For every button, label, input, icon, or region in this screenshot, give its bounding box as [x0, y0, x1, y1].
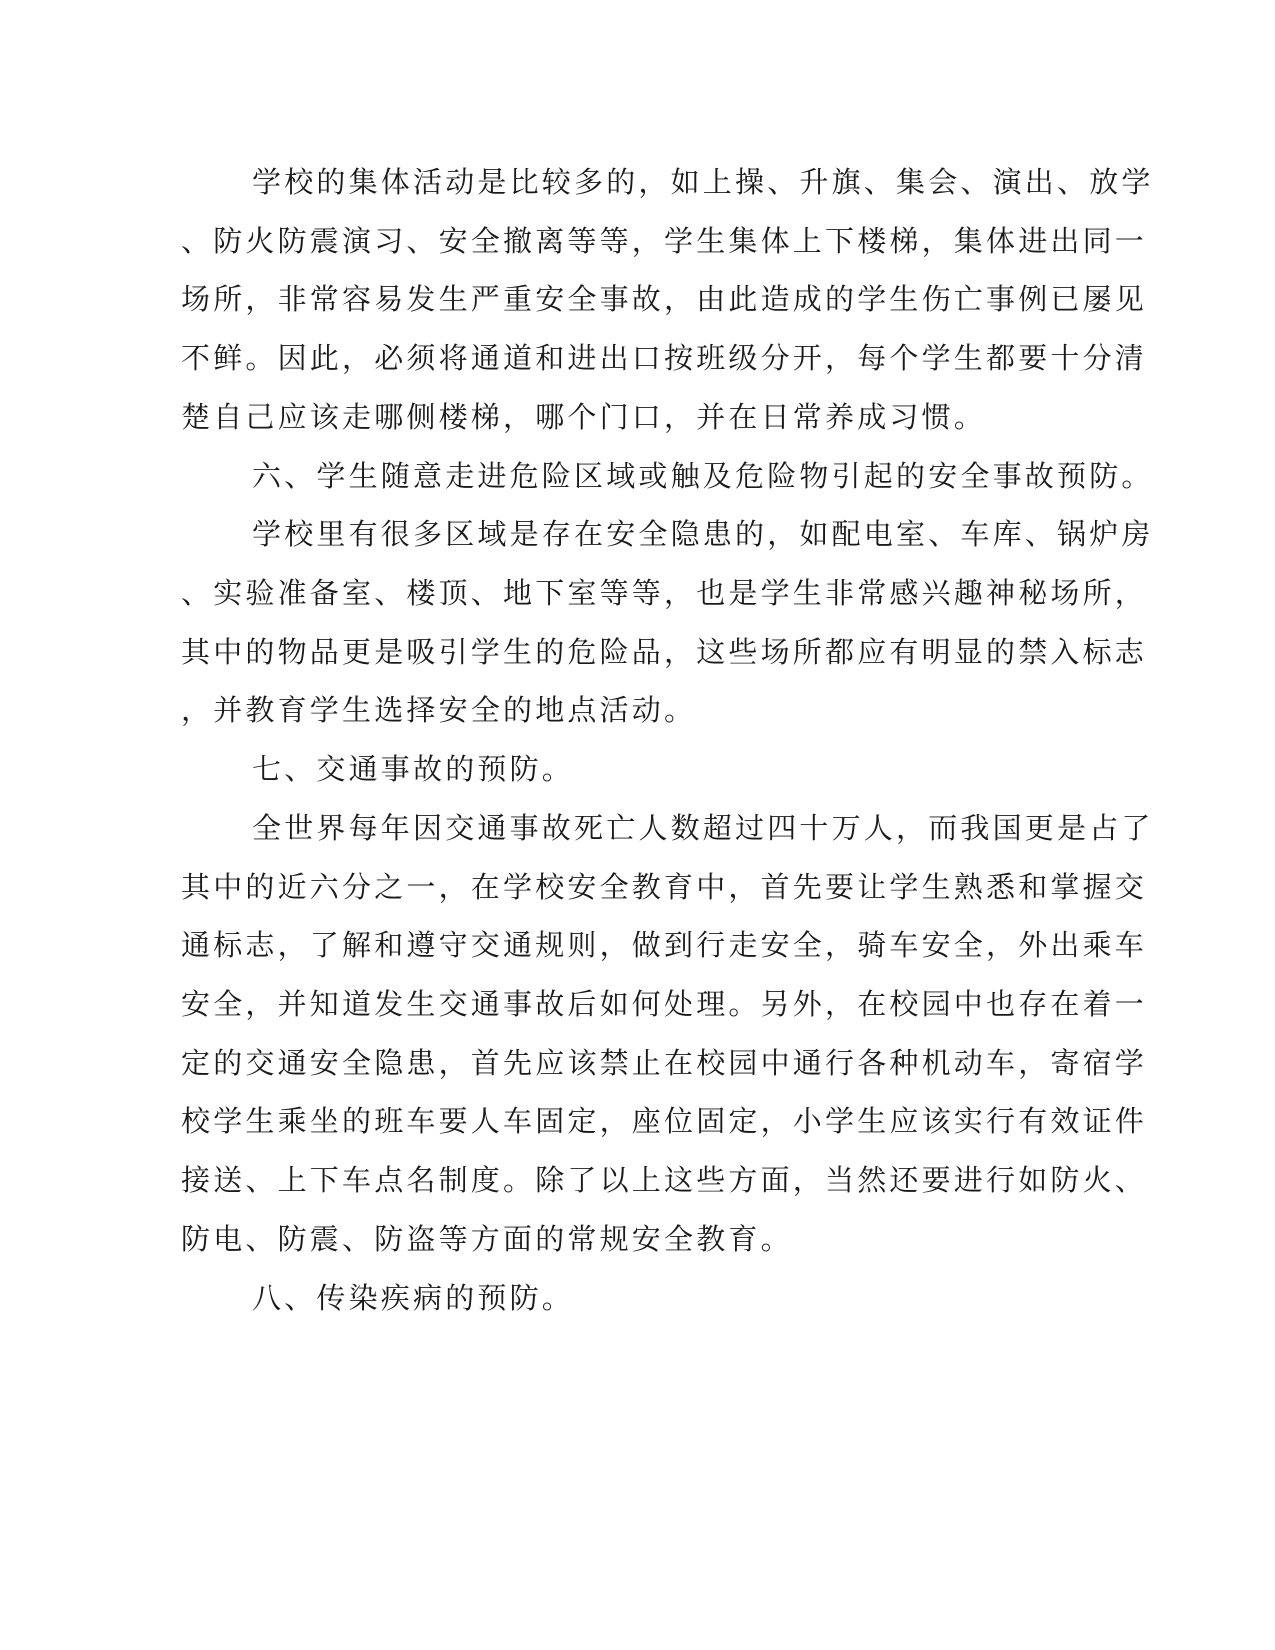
- paragraph-line: 其中的近六分之一，在学校安全教育中，首先要让学生熟悉和掌握交: [181, 870, 1148, 904]
- paragraph-line: 学校的集体活动是比较多的，如上操、升旗、集会、演出、放学: [252, 165, 1154, 199]
- paragraph-line: 楚自己应该走哪侧楼梯，哪个门口，并在日常养成习惯。: [181, 400, 987, 434]
- paragraph-line: 安全，并知道发生交通事故后如何处理。另外，在校园中也存在着一: [181, 987, 1148, 1021]
- paragraph-line: 防电、防震、防盗等方面的常规安全教育。: [181, 1222, 793, 1256]
- paragraph-line: 定的交通安全隐患，首先应该禁止在校园中通行各种机动车，寄宿学: [181, 1046, 1148, 1080]
- section-heading: 七、交通事故的预防。: [252, 752, 575, 786]
- paragraph-line: 学校里有很多区域是存在安全隐患的，如配电室、车库、锅炉房: [252, 517, 1154, 551]
- section-heading: 六、学生随意走进危险区域或触及危险物引起的安全事故预防。: [252, 459, 1154, 493]
- paragraph-line: 场所，非常容易发生严重安全事故，由此造成的学生伤亡事例已屡见: [181, 282, 1148, 316]
- paragraph-line: 全世界每年因交通事故死亡人数超过四十万人，而我国更是占了: [252, 811, 1154, 845]
- paragraph-line: 、防火防震演习、安全撤离等等，学生集体上下楼梯，集体进出同一: [181, 224, 1148, 258]
- section-heading: 八、传染疾病的预防。: [252, 1281, 575, 1315]
- paragraph-line: 其中的物品更是吸引学生的危险品，这些场所都应有明显的禁入标志: [181, 635, 1148, 669]
- paragraph-line: 、实验准备室、楼顶、地下室等等，也是学生非常感兴趣神秘场所，: [181, 576, 1148, 610]
- paragraph-line: ，并教育学生选择安全的地点活动。: [181, 693, 697, 727]
- paragraph-line: 不鲜。因此，必须将通道和进出口按班级分开，每个学生都要十分清: [181, 341, 1148, 375]
- paragraph-line: 通标志，了解和遵守交通规则，做到行走安全，骑车安全，外出乘车: [181, 928, 1148, 962]
- paragraph-line: 校学生乘坐的班车要人车固定，座位固定，小学生应该实行有效证件: [181, 1104, 1148, 1138]
- paragraph-line: 接送、上下车点名制度。除了以上这些方面，当然还要进行如防火、: [181, 1163, 1148, 1197]
